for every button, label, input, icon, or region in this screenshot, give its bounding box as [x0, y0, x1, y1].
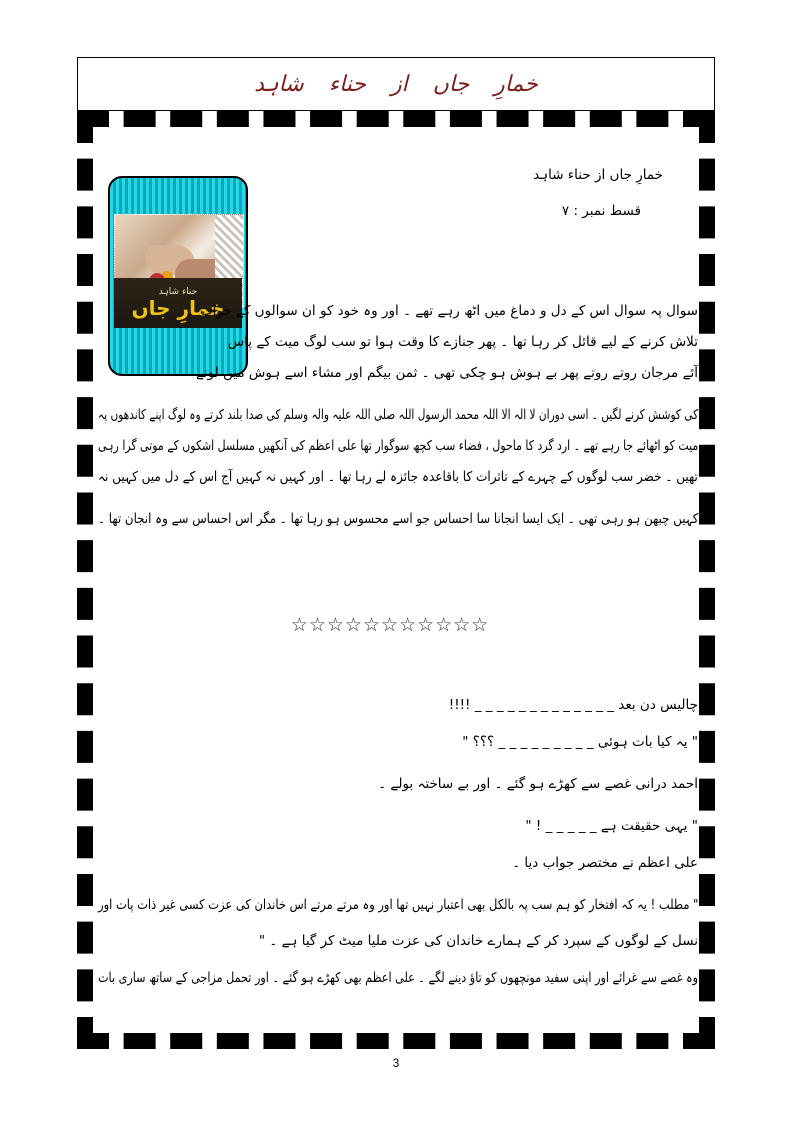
cover-author: حناء شاہد [158, 287, 198, 297]
page-header [77, 57, 715, 111]
text-line: سوال پہ سوال اس کے دل و دماغ میں اٹھ رہے تھے ۔ اور وہ خود کو ان سوالوں کے جواب [199, 303, 698, 319]
text-line: " مطلب ! یہ کہ افتخار کو ہم سب پہ بالکل بھی اعتبار نہیں تھا اور وہ مرتے مرتے اس خاندان کی عزت کسی غیر ذات پات اور [97, 897, 698, 913]
header-title: خمارِ جاں از حناء شاہد [254, 71, 538, 97]
section-divider-stars: ☆☆☆☆☆☆☆☆☆☆☆ [290, 614, 490, 636]
text-line: میت کو اٹھائے جا رہے تھے ۔ ارد گرد کا ماحول ، فضاء سب کچھ سوگوار تھا علی اعظم کی آنکھیں مسلسل اشکوں کے موتی گرا رہی [97, 438, 698, 454]
text-line: " یہی حقیقت ہے _ _ _ _ _ ! " [525, 818, 698, 834]
text-line: تلاش کرنے کے لیے قائل کر رہا تھا ۔ پھر جنازے کا وقت ہوا تو سب لوگ میت کے پاس [227, 334, 698, 350]
text-line: آئے مرجان روتے روتے پھر بے ہوش ہو چکی تھی ۔ ثمن بیگم اور مشاء اسے ہوش میں لونے [196, 365, 698, 381]
text-line: نسل کے لوگوں کے سپرد کر کے ہمارے خاندان کی عزت ملیا میٹ کر گیا ہے ۔ " [258, 933, 698, 949]
page-number: 3 [392, 1056, 400, 1070]
text-line: تھیں ۔ خضر سب لوگوں کے چہرے کے تاثرات کا باقاعدہ جائزہ لے رہا تھا ۔ اور کہیں نہ کہیں آج اس کے دل میں کہیں نہ [98, 469, 698, 485]
intro-title: خمارِ جاں از حناء شاہد [533, 167, 663, 183]
cover-title: خمارِ جاں [131, 296, 225, 320]
text-line: کی کوشش کرنے لگیں ۔ اسی دوران لا الہ الا اللہ محمد الرسول اللہ صلی اللہ علیہ والہ وسلم کی صدا بلند کرتے وہ لوگ اپنے کاندھوں پہ [97, 407, 698, 423]
text-line: احمد درانی غصے سے کھڑے ہو گئے ۔ اور بے ساختہ بولے ۔ [378, 776, 698, 792]
text-line: کہیں چبھن ہو رہی تھی ۔ ایک ایسا انجانا سا احساس جو اسے محسوس ہو رہا تھا ۔ مگر اس احساس سے وہ انجان تھا ۔ [97, 511, 698, 527]
text-line: " یہ کیا بات ہوئی _ _ _ _ _ _ _ _ _ ؟؟؟ " [462, 734, 698, 750]
episode-number: قسط نمبر : ۷ [561, 203, 641, 219]
text-line: وہ غصے سے غرائے اور اپنی سفید مونچھوں کو تاؤ دینے لگے ۔ علی اعظم بھی کھڑے ہو گئے ۔ اور تحمل مزاجی کے ساتھ ساری بات [97, 970, 698, 986]
text-line: علی اعظم نے مختصر جواب دیا ۔ [512, 855, 698, 871]
text-line: چالیس دن بعد _ _ _ _ _ _ _ _ _ _ _ _ _ !!!! [448, 697, 698, 713]
